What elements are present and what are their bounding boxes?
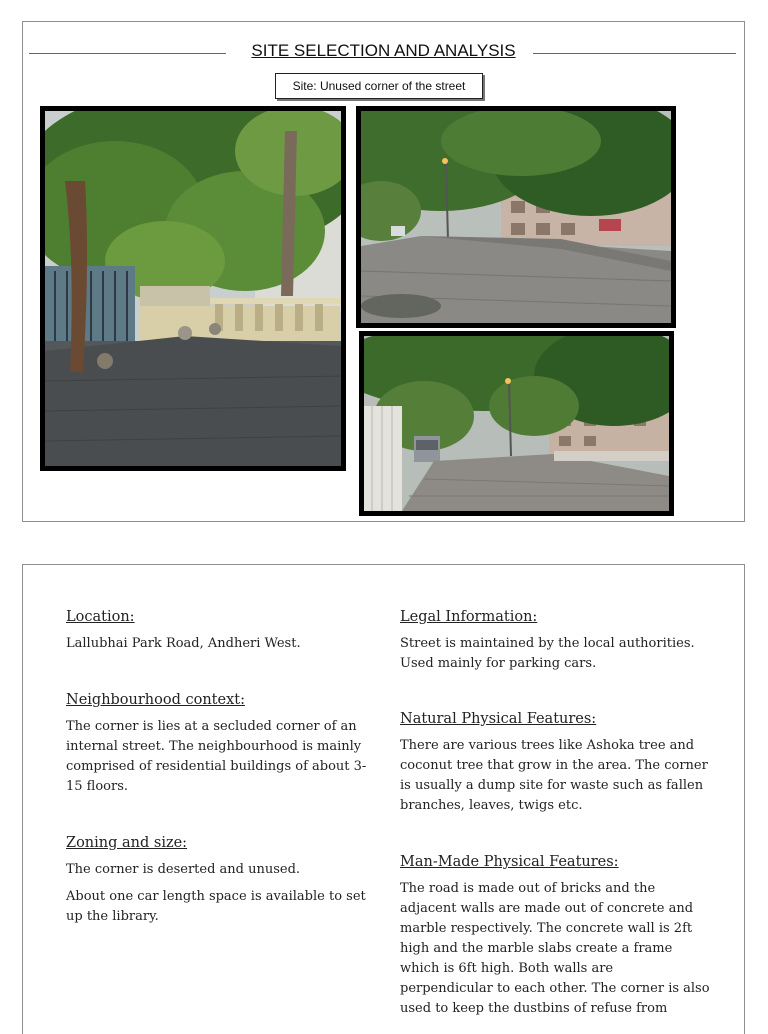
site-label: Site: Unused corner of the street	[275, 73, 483, 99]
location-heading: Location:	[66, 609, 135, 625]
legal-heading: Legal Information:	[400, 609, 538, 625]
neighbourhood-section	[66, 692, 376, 797]
street-junction-photo	[356, 106, 676, 328]
manmade-features-heading: Man-Made Physical Features:	[400, 854, 619, 870]
neighbourhood-heading: Neighbourhood context:	[66, 692, 245, 708]
page-title-text: SITE SELECTION AND ANALYSIS	[251, 41, 516, 60]
zoning-text-2: About one car length space is available to set up the library.	[66, 889, 366, 924]
details-page	[22, 564, 745, 1034]
natural-features-text: There are various trees like Ashoka tree and coconut tree that grow in the area. The corner is usually a dump site for waste such as fallen branches, leaves, twigs etc.	[400, 738, 708, 813]
street-junction-photo-icon	[361, 111, 671, 323]
zoning-text-1: The corner is deserted and unused.	[66, 862, 301, 877]
manmade-features-section	[400, 854, 710, 1019]
page-title	[23, 41, 744, 61]
natural-features-section	[400, 711, 710, 816]
natural-features-heading: Natural Physical Features:	[400, 711, 597, 727]
street-lane-photo-icon	[364, 336, 669, 511]
street-lane-photo	[359, 331, 674, 516]
street-corner-photo-icon	[45, 111, 341, 466]
legal-section	[400, 609, 710, 674]
location-section	[66, 609, 376, 654]
manmade-features-text: The road is made out of bricks and the adjacent walls are made out of concrete and marble respectively. The concrete wall is 2ft high and the marble slabs create a frame which is 6ft high. Both walls are perpendicular to each other. The corner is also used to keep the dustbins of refuse from	[400, 881, 710, 1016]
zoning-section	[66, 835, 376, 927]
legal-text: Street is maintained by the local authorities. Used mainly for parking cars.	[400, 636, 695, 671]
neighbourhood-text: The corner is lies at a secluded corner of an internal street. The neighbourhood is mainly comprised of residential buildings of about 3-15 floors.	[66, 719, 367, 794]
location-text: Lallubhai Park Road, Andheri West.	[66, 636, 301, 651]
street-corner-photo	[40, 106, 346, 471]
analysis-page	[22, 21, 745, 522]
zoning-heading: Zoning and size:	[66, 835, 188, 851]
